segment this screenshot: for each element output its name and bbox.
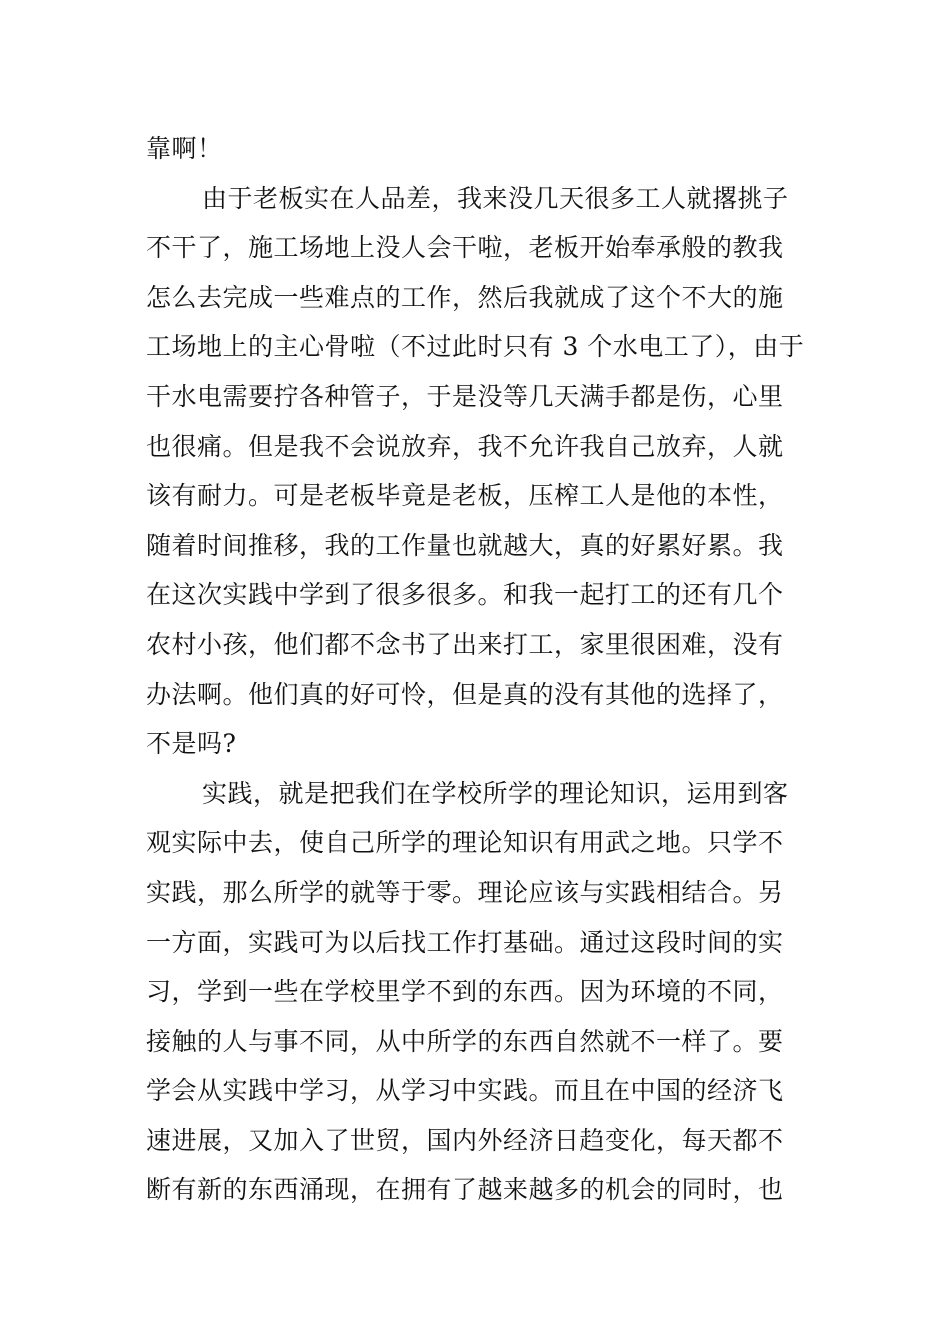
text-line: 在这次实践中学到了很多很多。和我一起打工的还有几个 xyxy=(146,580,784,610)
text-line: 不干了，施工场地上没人会干啦，老板开始奉承般的教我 xyxy=(146,233,784,263)
text-line: 该有耐力。可是老板毕竟是老板，压榨工人是他的本性， xyxy=(146,481,784,511)
text-line: 不是吗? xyxy=(146,729,237,759)
text-line: 靠啊！ xyxy=(146,134,223,163)
text-line: 断有新的东西涌现，在拥有了越来越多的机会的同时，也 xyxy=(146,1175,784,1205)
text-line: 也很痛。但是我不会说放弃，我不允许我自己放弃，人就 xyxy=(146,431,784,461)
text-line: 一方面，实践可为以后找工作打基础。通过这段时间的实 xyxy=(146,927,784,957)
body-text xyxy=(146,124,816,1215)
text-line: 工场地上的主心骨啦（不过此时只有 3 个水电工了），由于 xyxy=(146,332,805,362)
text-line: 随着时间推移，我的工作量也就越大，真的好累好累。我 xyxy=(146,530,784,560)
text-line: 由于老板实在人品差，我来没几天很多工人就撂挑子 xyxy=(202,183,789,213)
text-line: 实践，就是把我们在学校所学的理论知识，运用到客 xyxy=(202,778,789,808)
text-line: 观实际中去，使自己所学的理论知识有用武之地。只学不 xyxy=(146,828,784,858)
text-line: 怎么去完成一些难点的工作，然后我就成了这个不大的施 xyxy=(146,282,784,312)
text-line: 学会从实践中学习，从学习中实践。而且在中国的经济飞 xyxy=(146,1076,784,1106)
text-line: 干水电需要拧各种管子，于是没等几天满手都是伤，心里 xyxy=(146,381,784,411)
text-line: 接触的人与事不同，从中所学的东西自然就不一样了。要 xyxy=(146,1026,784,1056)
text-line: 速进展，又加入了世贸，国内外经济日趋变化，每天都不 xyxy=(146,1125,784,1155)
text-line: 农村小孩，他们都不念书了出来打工，家里很困难，没有 xyxy=(146,629,784,659)
text-line: 习，学到一些在学校里学不到的东西。因为环境的不同， xyxy=(146,977,784,1007)
text-line: 实践，那么所学的就等于零。理论应该与实践相结合。另 xyxy=(146,877,784,907)
text-line: 办法啊。他们真的好可怜，但是真的没有其他的选择了， xyxy=(146,679,784,709)
